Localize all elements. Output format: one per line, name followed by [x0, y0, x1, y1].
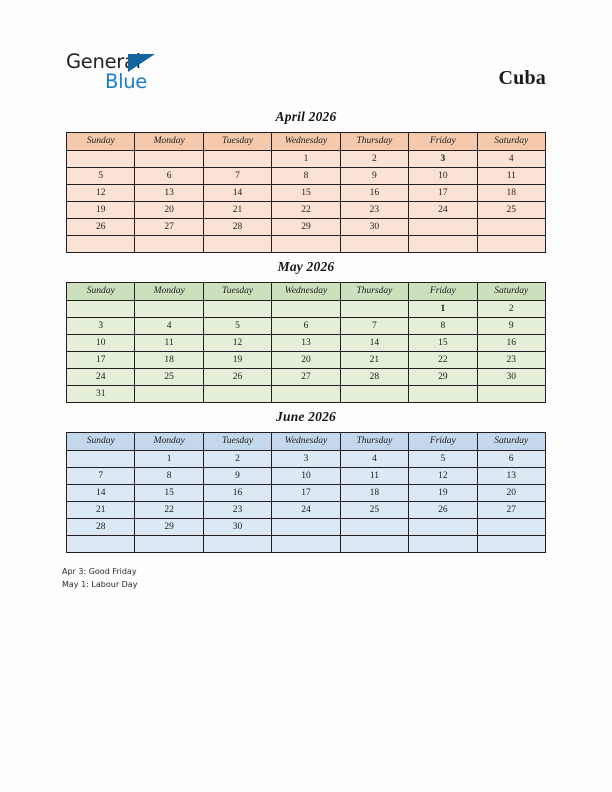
calendar-day[interactable]: 28: [67, 519, 135, 536]
calendar-week-row: [67, 536, 546, 553]
weekday-header-row: [67, 133, 546, 151]
calendar-day[interactable]: 25: [135, 369, 203, 386]
calendar-day[interactable]: 18: [477, 185, 545, 202]
calendar-day[interactable]: 4: [340, 451, 408, 468]
calendar-day-empty: [340, 301, 408, 318]
calendar-day[interactable]: 20: [477, 485, 545, 502]
calendar-day[interactable]: 24: [272, 502, 340, 519]
calendar-day-empty: [340, 519, 408, 536]
calendar-day-empty: [135, 151, 203, 168]
weekday-header-row: [67, 283, 546, 301]
calendar-day[interactable]: 6: [135, 168, 203, 185]
calendar-day[interactable]: 2: [477, 301, 545, 318]
calendar-day-empty: [135, 386, 203, 403]
calendar-day[interactable]: 27: [272, 369, 340, 386]
calendar-day[interactable]: 7: [340, 318, 408, 335]
calendar-day[interactable]: 5: [67, 168, 135, 185]
calendar-day[interactable]: 23: [203, 502, 271, 519]
calendar-day[interactable]: 29: [409, 369, 477, 386]
calendar-day[interactable]: 24: [67, 369, 135, 386]
weekday-header-thursday: Thursday: [340, 433, 408, 451]
calendar-week-row: [67, 168, 546, 185]
calendar-day[interactable]: 25: [477, 202, 545, 219]
calendar-day[interactable]: 10: [67, 335, 135, 352]
calendar-day[interactable]: 3: [272, 451, 340, 468]
calendar-day[interactable]: 20: [272, 352, 340, 369]
calendar-day-empty: [67, 236, 135, 253]
calendar-day[interactable]: 21: [340, 352, 408, 369]
weekday-header-monday: Monday: [135, 133, 203, 151]
calendar-day[interactable]: 7: [203, 168, 271, 185]
calendar-day[interactable]: 14: [203, 185, 271, 202]
calendar-day[interactable]: 21: [203, 202, 271, 219]
calendar-day[interactable]: 16: [477, 335, 545, 352]
calendar-day[interactable]: 2: [203, 451, 271, 468]
calendar-day-empty: [409, 536, 477, 553]
calendar-day[interactable]: 11: [340, 468, 408, 485]
calendar-day[interactable]: 26: [409, 502, 477, 519]
weekday-header-monday: Monday: [135, 283, 203, 301]
month-block-april: [66, 110, 546, 253]
calendar-day[interactable]: 9: [340, 168, 408, 185]
calendar-day[interactable]: 8: [135, 468, 203, 485]
calendar-day-empty: [67, 301, 135, 318]
calendar-table-june: [66, 432, 546, 553]
weekday-header-sunday: Sunday: [67, 283, 135, 301]
calendar-day[interactable]: 16: [340, 185, 408, 202]
calendar-day[interactable]: 5: [203, 318, 271, 335]
calendar-day[interactable]: 19: [409, 485, 477, 502]
holiday-note: Apr 3: Good Friday: [62, 567, 137, 576]
calendar-week-row: [67, 352, 546, 369]
weekday-header-friday: Friday: [409, 433, 477, 451]
page-title: Cuba: [498, 67, 546, 89]
calendar-day[interactable]: 4: [135, 318, 203, 335]
weekday-header-wednesday: Wednesday: [272, 283, 340, 301]
calendar-day[interactable]: 9: [203, 468, 271, 485]
calendar-day[interactable]: 11: [477, 168, 545, 185]
calendar-week-row: [67, 185, 546, 202]
holiday-notes: [62, 565, 462, 591]
calendar-day[interactable]: 25: [340, 502, 408, 519]
calendar-day[interactable]: 6: [477, 451, 545, 468]
calendar-day[interactable]: 3: [67, 318, 135, 335]
calendar-day[interactable]: 13: [135, 185, 203, 202]
general-blue-logo[interactable]: [66, 52, 186, 100]
calendar-day[interactable]: 22: [272, 202, 340, 219]
calendar-week-row: [67, 485, 546, 502]
calendar-day-empty: [477, 519, 545, 536]
calendar-day[interactable]: 17: [409, 185, 477, 202]
weekday-header-friday: Friday: [409, 283, 477, 301]
calendar-day-empty: [409, 219, 477, 236]
calendar-week-row: [67, 335, 546, 352]
calendar-body: [67, 301, 546, 403]
calendar-week-row: [67, 519, 546, 536]
calendar-week-row: [67, 301, 546, 318]
weekday-header-tuesday: Tuesday: [203, 433, 271, 451]
calendar-day-empty: [272, 236, 340, 253]
month-title: May 2026: [277, 259, 335, 274]
calendar-day-empty: [135, 536, 203, 553]
calendar-day-holiday[interactable]: 1: [409, 301, 477, 318]
calendar-day[interactable]: 27: [135, 219, 203, 236]
calendar-week-row: [67, 502, 546, 519]
calendar-day[interactable]: 4: [477, 151, 545, 168]
weekday-header-monday: Monday: [135, 433, 203, 451]
calendar-week-row: [67, 236, 546, 253]
calendar-table-may: [66, 282, 546, 403]
calendar-day[interactable]: 26: [203, 369, 271, 386]
calendar-day[interactable]: 28: [340, 369, 408, 386]
month-title: April 2026: [275, 109, 337, 124]
calendar-day[interactable]: 30: [477, 369, 545, 386]
calendar-day[interactable]: 27: [477, 502, 545, 519]
calendar-day[interactable]: 1: [135, 451, 203, 468]
calendar-day-empty: [272, 301, 340, 318]
weekday-header-tuesday: Tuesday: [203, 283, 271, 301]
calendar-day-empty: [409, 236, 477, 253]
weekday-header-tuesday: Tuesday: [203, 133, 271, 151]
calendar-week-row: [67, 219, 546, 236]
calendar-day[interactable]: 15: [409, 335, 477, 352]
calendar-day[interactable]: 22: [409, 352, 477, 369]
calendar-day[interactable]: 12: [203, 335, 271, 352]
calendar-day-holiday[interactable]: 3: [409, 151, 477, 168]
weekday-header-saturday: Saturday: [477, 283, 545, 301]
calendar-day-empty: [409, 386, 477, 403]
calendar-day-empty: [477, 236, 545, 253]
calendar-week-row: [67, 369, 546, 386]
calendar-day[interactable]: 20: [135, 202, 203, 219]
calendar-day[interactable]: 14: [340, 335, 408, 352]
calendar-week-row: [67, 386, 546, 403]
calendar-day-empty: [203, 536, 271, 553]
calendar-body: [67, 151, 546, 253]
calendar-day[interactable]: 24: [409, 202, 477, 219]
calendar-day[interactable]: 26: [67, 219, 135, 236]
calendar-day[interactable]: 2: [340, 151, 408, 168]
calendar-day-empty: [135, 301, 203, 318]
calendar-day-empty: [67, 151, 135, 168]
weekday-header-saturday: Saturday: [477, 133, 545, 151]
calendar-day-empty: [135, 236, 203, 253]
month-title: June 2026: [276, 409, 336, 424]
calendar-day[interactable]: 12: [409, 468, 477, 485]
calendar-day[interactable]: 17: [272, 485, 340, 502]
weekday-header-wednesday: Wednesday: [272, 133, 340, 151]
calendar-day[interactable]: 10: [409, 168, 477, 185]
calendar-day[interactable]: 8: [409, 318, 477, 335]
calendar-day[interactable]: 18: [135, 352, 203, 369]
calendar-day-empty: [203, 151, 271, 168]
calendar-day[interactable]: 15: [135, 485, 203, 502]
calendar-day-empty: [203, 301, 271, 318]
calendar-day[interactable]: 10: [272, 468, 340, 485]
calendar-week-row: [67, 151, 546, 168]
calendar-day-empty: [203, 386, 271, 403]
calendar-day[interactable]: 7: [67, 468, 135, 485]
logo-text-general: General: [66, 50, 141, 73]
weekday-header-thursday: Thursday: [340, 133, 408, 151]
calendar-day[interactable]: 5: [409, 451, 477, 468]
calendar-day-empty: [340, 236, 408, 253]
calendar-day[interactable]: 19: [203, 352, 271, 369]
calendar-day[interactable]: 30: [203, 519, 271, 536]
calendar-day[interactable]: 12: [67, 185, 135, 202]
calendar-day-empty: [272, 536, 340, 553]
calendar-day[interactable]: 23: [477, 352, 545, 369]
calendar-day-empty: [340, 536, 408, 553]
logo-text-blue: Blue: [105, 70, 147, 93]
calendar-day-empty: [272, 519, 340, 536]
calendar-day[interactable]: 9: [477, 318, 545, 335]
calendar-day[interactable]: 6: [272, 318, 340, 335]
weekday-header-saturday: Saturday: [477, 433, 545, 451]
calendar-week-row: [67, 202, 546, 219]
calendar-day[interactable]: 15: [272, 185, 340, 202]
calendar-day[interactable]: 30: [340, 219, 408, 236]
month-block-june: [66, 410, 546, 553]
calendar-day[interactable]: 17: [67, 352, 135, 369]
calendar-day[interactable]: 28: [203, 219, 271, 236]
calendar-table-april: [66, 132, 546, 253]
calendar-day[interactable]: 21: [67, 502, 135, 519]
calendar-day[interactable]: 13: [272, 335, 340, 352]
calendar-day-empty: [477, 386, 545, 403]
holiday-note: May 1: Labour Day: [62, 580, 138, 589]
page-header: [0, 0, 612, 105]
calendar-week-row: [67, 468, 546, 485]
weekday-header-wednesday: Wednesday: [272, 433, 340, 451]
calendar-day[interactable]: 29: [272, 219, 340, 236]
calendar-day[interactable]: 1: [272, 151, 340, 168]
calendar-day-empty: [409, 519, 477, 536]
calendar-day-empty: [67, 451, 135, 468]
calendar-week-row: [67, 451, 546, 468]
calendar-day[interactable]: 19: [67, 202, 135, 219]
calendar-day[interactable]: 16: [203, 485, 271, 502]
calendar-day-empty: [477, 219, 545, 236]
weekday-header-sunday: Sunday: [67, 433, 135, 451]
calendar-day[interactable]: 31: [67, 386, 135, 403]
calendar-day[interactable]: 8: [272, 168, 340, 185]
weekday-header-sunday: Sunday: [67, 133, 135, 151]
calendar-day[interactable]: 18: [340, 485, 408, 502]
calendar-day[interactable]: 23: [340, 202, 408, 219]
weekday-header-friday: Friday: [409, 133, 477, 151]
weekday-header-thursday: Thursday: [340, 283, 408, 301]
calendar-day-empty: [340, 386, 408, 403]
calendar-day-empty: [272, 386, 340, 403]
calendar-day[interactable]: 13: [477, 468, 545, 485]
month-block-may: [66, 260, 546, 403]
calendar-day-empty: [67, 536, 135, 553]
calendar-day[interactable]: 14: [67, 485, 135, 502]
calendar-day[interactable]: 22: [135, 502, 203, 519]
calendar-week-row: [67, 318, 546, 335]
calendar-day[interactable]: 11: [135, 335, 203, 352]
calendar-day-empty: [477, 536, 545, 553]
weekday-header-row: [67, 433, 546, 451]
calendar-day[interactable]: 29: [135, 519, 203, 536]
calendar-day-empty: [203, 236, 271, 253]
calendar-body: [67, 451, 546, 553]
